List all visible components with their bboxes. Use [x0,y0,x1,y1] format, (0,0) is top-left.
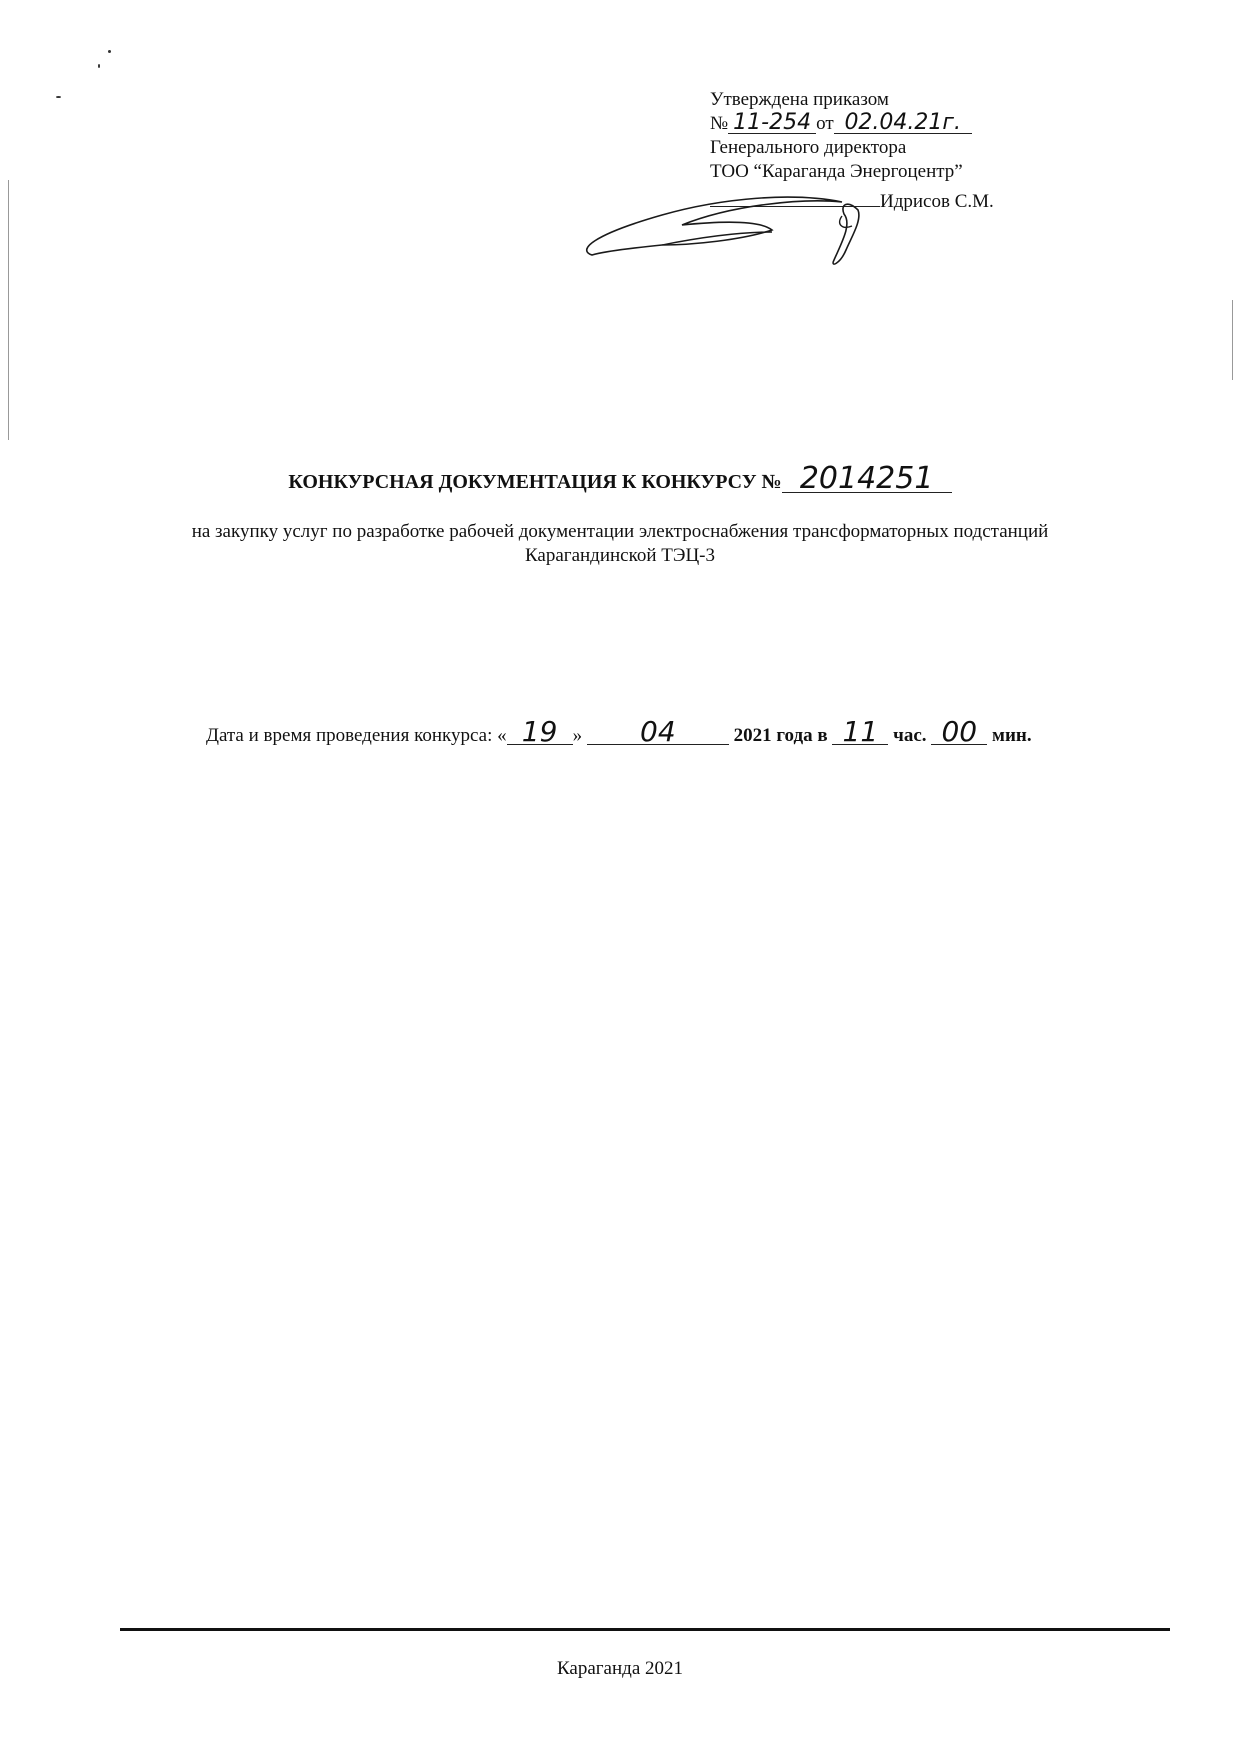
tender-number-handwritten: 2014251 [782,466,952,493]
hour-handwritten: 11 [832,720,888,745]
footer-city-year: Караганда 2021 [556,1658,684,1679]
approval-heading: Утверждена приказом [710,89,889,110]
number-sign: № [710,113,729,134]
tender-schedule [206,715,1166,748]
order-number-handwritten: 11-254 [728,113,816,134]
signature-scribble [572,190,872,270]
minute-unit: мин. [992,725,1032,746]
footer-divider [120,1628,1170,1631]
month-handwritten: 04 [587,720,729,745]
scan-speck [8,180,9,440]
scan-speck [98,64,100,68]
title-text: КОНКУРСНАЯ ДОКУМЕНТАЦИЯ К КОНКУРСУ № [288,471,782,493]
from-word: от [816,113,834,134]
minute-handwritten: 00 [931,720,987,745]
approver-position: Генерального директора [710,137,907,158]
hour-unit: час. [893,725,927,746]
document-title [0,461,1240,496]
schedule-label: Дата и время проведения конкурса: « [206,725,507,746]
subtitle-line-2: Карагандинской ТЭЦ-3 [525,545,715,566]
scan-speck [1232,300,1233,380]
day-handwritten: 19 [507,720,573,745]
order-reference [710,112,1110,136]
year-text: 2021 года в [733,725,828,746]
order-date-handwritten: 02.04.21г. [834,113,972,134]
quote-close: » [572,725,583,746]
scan-speck [56,96,61,98]
approver-organization: ТОО “Караганда Энергоцентр” [710,161,963,182]
signer-name: Идрисов С.М. [880,191,994,212]
scan-speck [108,50,111,53]
document-subtitle [100,520,1140,568]
subtitle-line-1: на закупку услуг по разработке рабочей документации электроснабжения трансформаторных подстанций [191,521,1049,542]
